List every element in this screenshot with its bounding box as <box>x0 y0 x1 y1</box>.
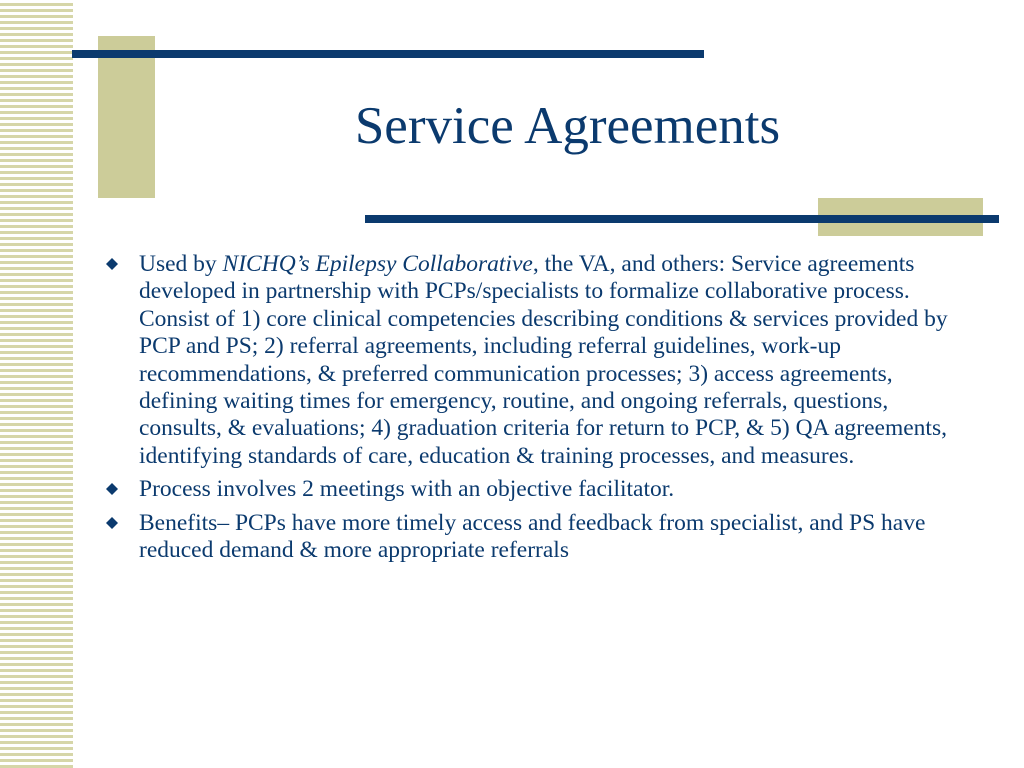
diamond-bullet-icon <box>105 482 119 496</box>
bullet-text-prefix: Used by <box>139 251 223 277</box>
diamond-bullet-icon <box>105 516 119 530</box>
bullet-item-process <box>100 476 970 503</box>
bullet-item-service-agreements <box>100 251 970 470</box>
bullet-text-suffix: , the VA, and others: Service agreements developed in partnership with PCPs/specialists to formalize collaborative process. Consist of 1) core clinical competencies describing conditions & services provided by PCP and PS; 2) referral agreements, including referral guidelines, work-up recommendations, & preferred communication processes; 3) access agreements, defining waiting times for emergency, routine, and ongoing referrals, questions, consults, & evaluations; 4) graduation criteria for return to PCP, & 5) QA agreements, identifying standards of care, education & training processes, and measures. <box>139 251 948 469</box>
slide-title: Service Agreements <box>354 97 781 155</box>
bullet-text-emphasis: NICHQ’s Epilepsy Collaborative <box>222 251 533 277</box>
decorative-rule-top <box>72 50 704 58</box>
decorative-accent-block-left <box>98 36 155 198</box>
decorative-stripe-band <box>0 0 73 768</box>
decorative-rule-bottom <box>365 215 999 223</box>
diamond-bullet-icon <box>105 257 119 271</box>
bullet-text: Benefits– PCPs have more timely access and feedback from specialist, and PS have reduced demand & more appropriate referrals <box>139 509 926 564</box>
bullet-list <box>100 251 970 570</box>
bullet-item-benefits <box>100 510 970 565</box>
bullet-text: Process involves 2 meetings with an objective facilitator. <box>139 476 675 503</box>
